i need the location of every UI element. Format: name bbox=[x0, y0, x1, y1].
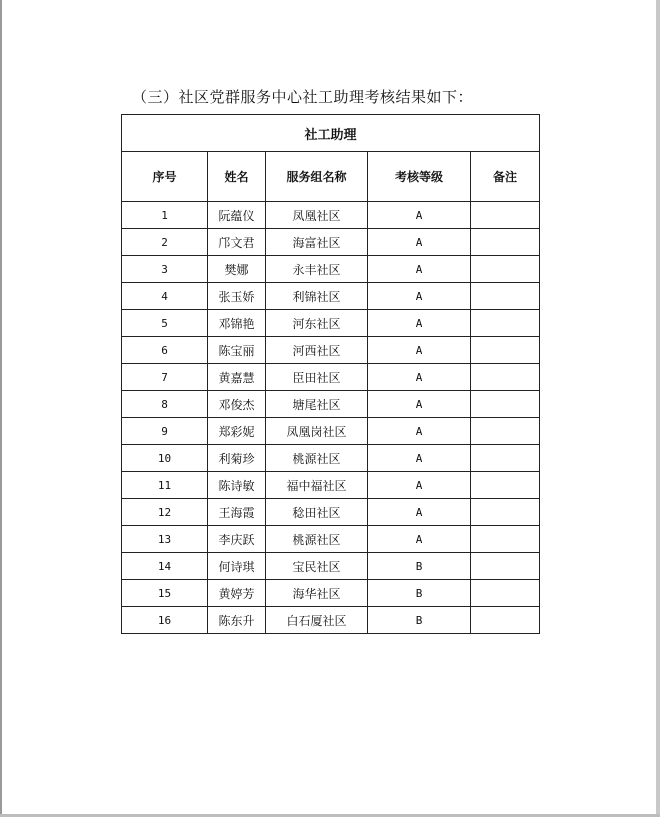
cell-note bbox=[471, 418, 540, 445]
table-row bbox=[122, 472, 540, 499]
cell-no: 5 bbox=[122, 310, 208, 337]
cell-name: 王海霞 bbox=[208, 499, 266, 526]
cell-grade: B bbox=[368, 580, 471, 607]
cell-name: 何诗琪 bbox=[208, 553, 266, 580]
cell-grade: A bbox=[368, 364, 471, 391]
cell-grade: B bbox=[368, 607, 471, 634]
cell-note bbox=[471, 337, 540, 364]
cell-grade: A bbox=[368, 472, 471, 499]
cell-no: 7 bbox=[122, 364, 208, 391]
cell-name: 邓俊杰 bbox=[208, 391, 266, 418]
cell-name: 邓锦艳 bbox=[208, 310, 266, 337]
cell-group: 桃源社区 bbox=[266, 445, 368, 472]
cell-group: 海富社区 bbox=[266, 229, 368, 256]
cell-grade: A bbox=[368, 418, 471, 445]
table-row bbox=[122, 607, 540, 634]
cell-group: 白石厦社区 bbox=[266, 607, 368, 634]
cell-no: 8 bbox=[122, 391, 208, 418]
cell-note bbox=[471, 526, 540, 553]
assessment-results-table bbox=[121, 114, 540, 634]
table-row bbox=[122, 202, 540, 229]
cell-group: 凤凰岗社区 bbox=[266, 418, 368, 445]
cell-no: 2 bbox=[122, 229, 208, 256]
column-header-no: 序号 bbox=[122, 152, 208, 202]
cell-note bbox=[471, 202, 540, 229]
table-row bbox=[122, 418, 540, 445]
cell-name: 陈宝丽 bbox=[208, 337, 266, 364]
column-header-group: 服务组名称 bbox=[266, 152, 368, 202]
page-frame-right bbox=[656, 0, 660, 817]
cell-name: 郑彩妮 bbox=[208, 418, 266, 445]
cell-name: 陈诗敏 bbox=[208, 472, 266, 499]
cell-note bbox=[471, 310, 540, 337]
cell-grade: A bbox=[368, 202, 471, 229]
table-header-row bbox=[122, 152, 540, 202]
cell-grade: A bbox=[368, 445, 471, 472]
cell-no: 16 bbox=[122, 607, 208, 634]
table-body bbox=[122, 202, 540, 634]
table-row bbox=[122, 580, 540, 607]
cell-grade: A bbox=[368, 229, 471, 256]
cell-group: 凤凰社区 bbox=[266, 202, 368, 229]
cell-grade: A bbox=[368, 526, 471, 553]
cell-note bbox=[471, 364, 540, 391]
cell-no: 15 bbox=[122, 580, 208, 607]
cell-name: 利菊珍 bbox=[208, 445, 266, 472]
cell-grade: A bbox=[368, 310, 471, 337]
column-header-note: 备注 bbox=[471, 152, 540, 202]
table-row bbox=[122, 499, 540, 526]
cell-no: 1 bbox=[122, 202, 208, 229]
table-row bbox=[122, 526, 540, 553]
cell-name: 李庆跃 bbox=[208, 526, 266, 553]
cell-group: 宝民社区 bbox=[266, 553, 368, 580]
cell-note bbox=[471, 445, 540, 472]
cell-note bbox=[471, 607, 540, 634]
cell-no: 9 bbox=[122, 418, 208, 445]
cell-group: 利锦社区 bbox=[266, 283, 368, 310]
cell-grade: A bbox=[368, 283, 471, 310]
cell-group: 海华社区 bbox=[266, 580, 368, 607]
table-title-row bbox=[122, 115, 540, 152]
cell-note bbox=[471, 229, 540, 256]
cell-name: 黄婷芳 bbox=[208, 580, 266, 607]
cell-name: 陈东升 bbox=[208, 607, 266, 634]
cell-group: 河西社区 bbox=[266, 337, 368, 364]
cell-grade: A bbox=[368, 337, 471, 364]
table-row bbox=[122, 310, 540, 337]
cell-group: 稔田社区 bbox=[266, 499, 368, 526]
cell-grade: A bbox=[368, 391, 471, 418]
cell-note bbox=[471, 283, 540, 310]
cell-note bbox=[471, 391, 540, 418]
cell-name: 黄嘉慧 bbox=[208, 364, 266, 391]
cell-grade: A bbox=[368, 499, 471, 526]
table-row bbox=[122, 391, 540, 418]
table-title: 社工助理 bbox=[122, 115, 540, 152]
cell-no: 4 bbox=[122, 283, 208, 310]
cell-name: 阮蕴仪 bbox=[208, 202, 266, 229]
table-row bbox=[122, 553, 540, 580]
table-row bbox=[122, 283, 540, 310]
cell-name: 邝文君 bbox=[208, 229, 266, 256]
cell-group: 河东社区 bbox=[266, 310, 368, 337]
table-row bbox=[122, 337, 540, 364]
table-row bbox=[122, 445, 540, 472]
cell-group: 臣田社区 bbox=[266, 364, 368, 391]
cell-no: 11 bbox=[122, 472, 208, 499]
column-header-grade: 考核等级 bbox=[368, 152, 471, 202]
cell-note bbox=[471, 256, 540, 283]
cell-group: 桃源社区 bbox=[266, 526, 368, 553]
cell-no: 13 bbox=[122, 526, 208, 553]
cell-name: 张玉娇 bbox=[208, 283, 266, 310]
cell-grade: B bbox=[368, 553, 471, 580]
cell-group: 永丰社区 bbox=[266, 256, 368, 283]
cell-note bbox=[471, 580, 540, 607]
cell-no: 6 bbox=[122, 337, 208, 364]
cell-no: 3 bbox=[122, 256, 208, 283]
table-row bbox=[122, 364, 540, 391]
cell-note bbox=[471, 472, 540, 499]
cell-no: 14 bbox=[122, 553, 208, 580]
section-heading: （三）社区党群服务中心社工助理考核结果如下： bbox=[132, 88, 474, 106]
table-row bbox=[122, 256, 540, 283]
cell-group: 福中福社区 bbox=[266, 472, 368, 499]
cell-no: 10 bbox=[122, 445, 208, 472]
table-row bbox=[122, 229, 540, 256]
page-frame-left bbox=[0, 0, 2, 817]
cell-group: 塘尾社区 bbox=[266, 391, 368, 418]
cell-name: 樊娜 bbox=[208, 256, 266, 283]
cell-note bbox=[471, 553, 540, 580]
cell-note bbox=[471, 499, 540, 526]
column-header-name: 姓名 bbox=[208, 152, 266, 202]
cell-no: 12 bbox=[122, 499, 208, 526]
cell-grade: A bbox=[368, 256, 471, 283]
